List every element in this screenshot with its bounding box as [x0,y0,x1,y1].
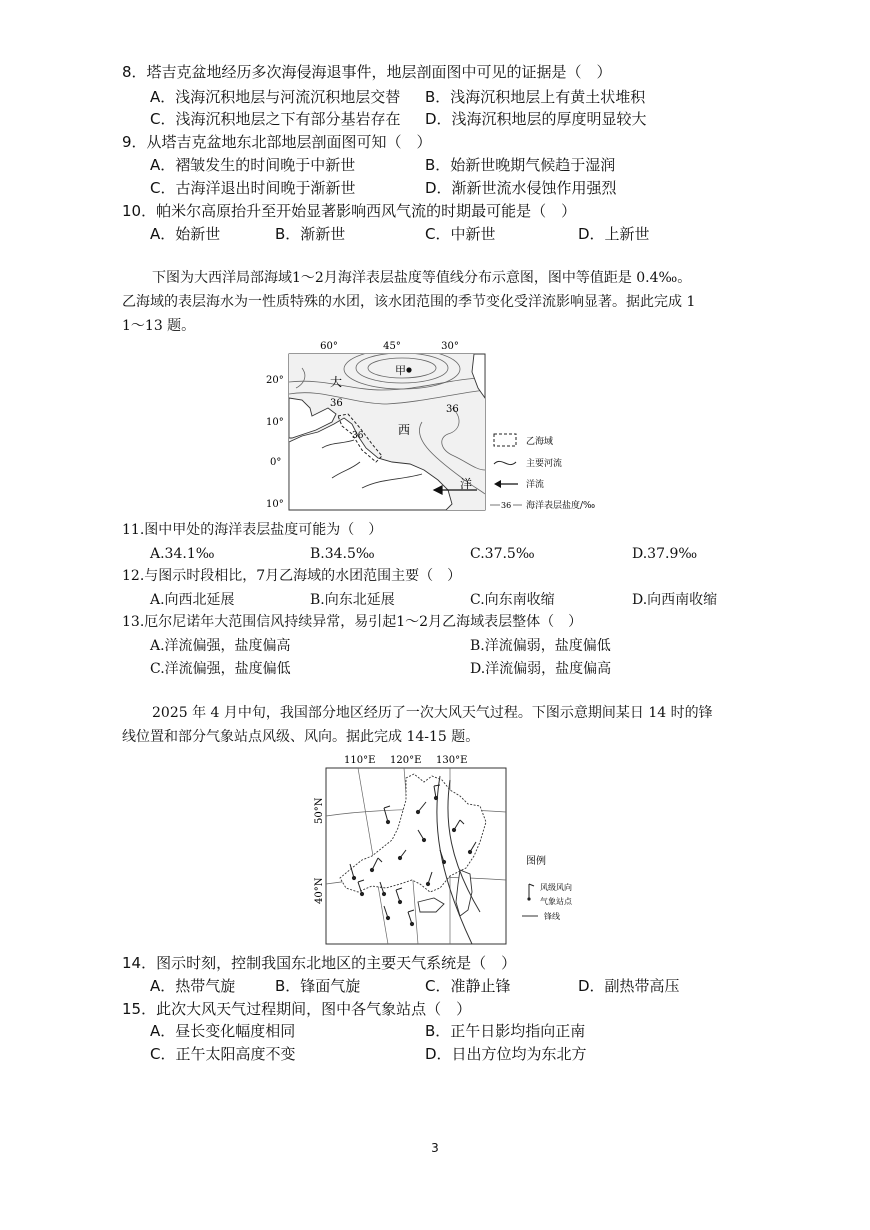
map1-legend [490,434,595,511]
intro-1-line-2: 乙海域的表层海水为一性质特殊的水团，该水团范围的季节变化受洋流影响显著。据此完成 1 [122,294,696,310]
intro-paragraph-1 [122,266,752,338]
question-9-option-c: C．古海洋退出时间晚于渐新世 [150,179,356,197]
question-14-option-a: A．热带气旋 [150,977,236,995]
ocean-label-xi: 西 [398,423,411,437]
legend-zone-label: 乙海域 [526,437,554,447]
question-15-stem: 15．此次大风天气过程期间，图中各气象站点（ ） [122,1000,472,1018]
legend-river-label: 主要河流 [526,459,563,469]
question-15-option-a: A．昼长变化幅度相同 [150,1022,296,1040]
intro-paragraph-2 [122,701,752,749]
question-8-option-a: A．浅海沉积地层与河流沉积地层交替 [150,88,401,106]
page-number: 3 [431,1141,439,1155]
question-12-option-d: D.向西南收缩 [632,592,718,608]
isoline-label-36c: 36 [352,431,364,441]
question-14-option-c: C．准静止锋 [425,977,511,995]
question-15-option-d: D．日出方位均为东北方 [425,1045,587,1063]
question-12-option-b: B.向东北延展 [310,592,395,608]
question-10-option-c: C．中新世 [425,225,496,243]
question-14-option-b: B．锋面气旋 [275,977,361,995]
question-9-option-d: D．渐新世流水侵蚀作用强烈 [425,179,617,197]
question-13-option-d: D.洋流偏弱，盐度偏高 [470,661,612,677]
legend-title: 图例 [526,856,546,867]
question-13-option-b: B.洋流偏弱，盐度偏低 [470,638,611,654]
question-14-option-d: D．副热带高压 [578,977,680,995]
lon-label-60: 60° [320,341,338,352]
question-8-option-c: C．浅海沉积地层之下有部分基岩存在 [150,110,401,128]
atlantic-salinity-map [262,338,622,516]
legend-isoline-value: 36 [501,501,512,510]
question-15-option-b: B．正午日影均指向正南 [425,1022,586,1040]
isoline-label-36b: 36 [446,404,459,415]
ocean-label-yang: 洋 [460,477,473,491]
lat-label-40n: 40°N [314,877,325,904]
legend-station-label: 气象站点 [540,897,572,906]
question-9-stem: 9．从塔吉克盆地东北部地层剖面图可知（ ） [122,133,432,151]
legend-front-label: 锋线 [544,912,560,921]
question-12-stem: 12.与图示时段相比，7月乙海域的水团范围主要（ ） [122,568,462,584]
legend-isoline-label: 海洋表层盐度/‰ [526,501,596,511]
map2-legend [522,854,573,921]
lon-label-120e: 120°E [390,755,422,766]
question-10-option-a: A．始新世 [150,225,221,243]
ocean-label-da: 大 [330,375,343,389]
question-11-option-a: A.34.1‰ [150,546,215,562]
question-11-stem: 11.图中甲处的海洋表层盐度可能为（ ） [122,522,383,538]
question-14-stem: 14．图示时刻，控制我国东北地区的主要天气系统是（ ） [122,954,517,972]
lon-label-110e: 110°E [344,755,376,766]
question-8-option-b: B．浅海沉积地层上有黄土状堆积 [425,88,646,106]
question-11-option-d: D.37.9‰ [632,546,698,562]
question-13-option-a: A.洋流偏强，盐度偏高 [150,638,291,654]
intro-2-line-1: 2025 年 4 月中旬，我国部分地区经历了一次大风天气过程。下图示意期间某日 14 时的锋 [152,705,713,721]
legend-current-label: 洋流 [526,480,545,490]
intro-1-line-3: 1～13 题。 [122,318,196,334]
weather-front-map [300,752,610,948]
question-8-stem: 8．塔吉克盆地经历多次海侵海退事件，地层剖面图中可见的证据是（ ） [122,63,612,81]
lat-label-20n: 20° [266,375,284,386]
question-9-option-b: B．始新世晚期气候趋于湿润 [425,156,616,174]
question-13-option-c: C.洋流偏强，盐度偏低 [150,661,291,677]
isoline-label-36a: 36 [330,398,343,409]
question-12-option-c: C.向东南收缩 [470,592,555,608]
question-10-option-b: B．渐新世 [275,225,346,243]
question-10-stem: 10．帕米尔高原抬升至开始显著影响西风气流的时期最可能是（ ） [122,202,577,220]
lat-label-10s: 10° [266,499,284,510]
question-10-option-d: D．上新世 [578,225,650,243]
question-8-option-d: D．浅海沉积地层的厚度明显较大 [425,110,647,128]
lon-label-130e: 130°E [436,755,468,766]
intro-2-line-2: 线位置和部分气象站点风级、风向。据此完成 14-15 题。 [122,729,480,745]
question-13-stem: 13.厄尔尼诺年大范围信风持续异常，易引起1～2月乙海域表层整体（ ） [122,614,583,630]
question-15-option-c: C．正午太阳高度不变 [150,1045,296,1063]
point-jia-marker [406,367,411,372]
point-jia-label: 甲 [395,364,406,377]
question-11-option-b: B.34.5‰ [310,546,375,562]
lon-label-30: 30° [441,341,459,352]
question-11-option-c: C.37.5‰ [470,546,535,562]
intro-1-line-1: 下图为大西洋局部海域1～2月海洋表层盐度等值线分布示意图，图中等值距是 0.4‰。 [152,270,692,286]
question-12-option-a: A.向西北延展 [150,592,235,608]
lat-label-10n: 10° [266,417,284,428]
lat-label-50n: 50°N [314,797,325,824]
question-9-option-a: A．褶皱发生的时间晚于中新世 [150,156,356,174]
lon-label-45: 45° [383,341,401,352]
legend-wind-label: 风级风向 [540,883,572,892]
lat-label-0: 0° [270,457,282,468]
